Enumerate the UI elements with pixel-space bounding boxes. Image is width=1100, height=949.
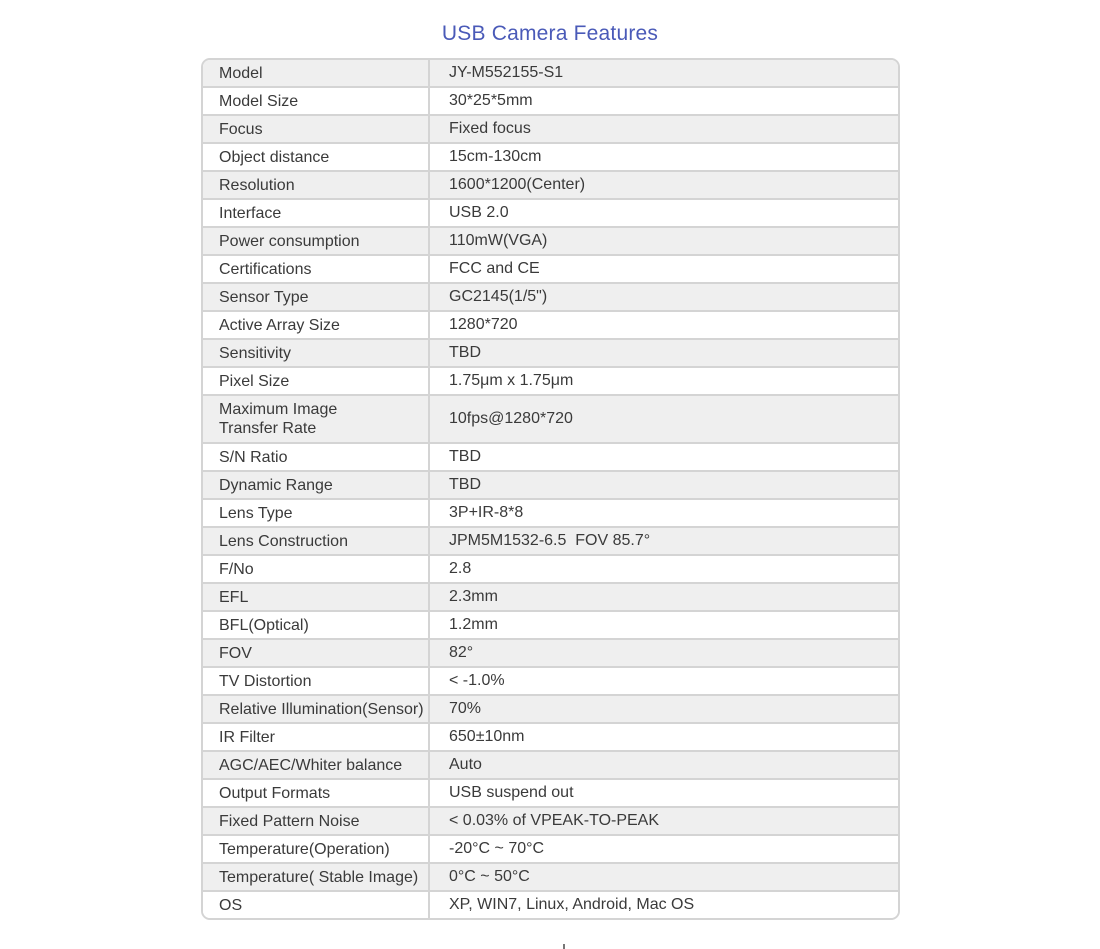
table-row bbox=[203, 366, 898, 394]
spec-value: TBD bbox=[449, 476, 481, 493]
spec-label: Resolution bbox=[203, 172, 430, 198]
table-row bbox=[203, 778, 898, 806]
table-row bbox=[203, 722, 898, 750]
table-row bbox=[203, 198, 898, 226]
spec-label: Temperature(Operation) bbox=[203, 836, 430, 862]
spec-label: FOV bbox=[203, 640, 430, 666]
spec-value: JPM5M1532-6.5 FOV 85.7° bbox=[449, 532, 651, 549]
table-row bbox=[203, 862, 898, 890]
spec-value: USB suspend out bbox=[449, 784, 574, 801]
spec-value: TBD bbox=[449, 448, 481, 465]
table-row bbox=[203, 638, 898, 666]
spec-value: 15cm-130cm bbox=[449, 148, 542, 165]
table-row bbox=[203, 554, 898, 582]
spec-value: 110mW(VGA) bbox=[449, 232, 548, 249]
spec-value: 650±10nm bbox=[449, 728, 525, 745]
table-row bbox=[203, 666, 898, 694]
table-row bbox=[203, 470, 898, 498]
spec-label: Sensitivity bbox=[203, 340, 430, 366]
table-row bbox=[203, 60, 898, 86]
spec-table bbox=[201, 58, 900, 920]
spec-label: AGC/AEC/Whiter balance bbox=[203, 752, 430, 778]
spec-label: BFL(Optical) bbox=[203, 612, 430, 638]
spec-value: -20°C ~ 70°C bbox=[449, 840, 545, 857]
spec-value: Auto bbox=[449, 756, 482, 773]
spec-label: Fixed Pattern Noise bbox=[203, 808, 430, 834]
table-row bbox=[203, 142, 898, 170]
spec-label: S/N Ratio bbox=[203, 444, 430, 470]
spec-value: 1280*720 bbox=[449, 316, 518, 333]
spec-value: 30*25*5mm bbox=[449, 92, 533, 109]
spec-value: 2.8 bbox=[449, 560, 472, 577]
spec-value: < -1.0% bbox=[449, 672, 505, 689]
table-row bbox=[203, 526, 898, 554]
spec-label: OS bbox=[203, 892, 430, 918]
spec-value: 3P+IR-8*8 bbox=[449, 504, 524, 521]
table-row bbox=[203, 394, 898, 442]
spec-value: 82° bbox=[449, 644, 474, 661]
table-row bbox=[203, 806, 898, 834]
spec-label: EFL bbox=[203, 584, 430, 610]
spec-value: GC2145(1/5") bbox=[449, 288, 548, 305]
spec-value: XP, WIN7, Linux, Android, Mac OS bbox=[449, 896, 695, 913]
table-row bbox=[203, 694, 898, 722]
spec-value: FCC and CE bbox=[449, 260, 540, 277]
spec-value: 1600*1200(Center) bbox=[449, 176, 586, 193]
table-row bbox=[203, 86, 898, 114]
spec-value: 0°C ~ 50°C bbox=[449, 868, 530, 885]
spec-label: Maximum Image Transfer Rate bbox=[203, 396, 430, 442]
table-row bbox=[203, 582, 898, 610]
spec-label: Dynamic Range bbox=[203, 472, 430, 498]
table-row bbox=[203, 254, 898, 282]
spec-label: F/No bbox=[203, 556, 430, 582]
table-row bbox=[203, 338, 898, 366]
spec-value: 1.2mm bbox=[449, 616, 498, 633]
table-row bbox=[203, 282, 898, 310]
table-row bbox=[203, 310, 898, 338]
spec-value: TBD bbox=[449, 344, 481, 361]
page-title: USB Camera Features bbox=[441, 22, 659, 45]
spec-value: 1.75μm x 1.75μm bbox=[449, 372, 574, 389]
spec-label: Pixel Size bbox=[203, 368, 430, 394]
bottom-mark bbox=[563, 944, 565, 949]
spec-label: Relative Illumination(Sensor) bbox=[203, 696, 430, 722]
spec-value: 70% bbox=[449, 700, 482, 717]
table-row bbox=[203, 114, 898, 142]
spec-value: < 0.03% of VPEAK-TO-PEAK bbox=[449, 812, 660, 829]
table-row bbox=[203, 442, 898, 470]
spec-label: TV Distortion bbox=[203, 668, 430, 694]
spec-label: Model bbox=[203, 60, 430, 86]
spec-label: Temperature( Stable Image) bbox=[203, 864, 430, 890]
spec-label: Model Size bbox=[203, 88, 430, 114]
spec-label: Interface bbox=[203, 200, 430, 226]
spec-value: 2.3mm bbox=[449, 588, 498, 605]
spec-label: Lens Construction bbox=[203, 528, 430, 554]
spec-label: Object distance bbox=[203, 144, 430, 170]
table-row bbox=[203, 498, 898, 526]
table-row bbox=[203, 750, 898, 778]
spec-value: 10fps@1280*720 bbox=[449, 410, 573, 427]
spec-label: IR Filter bbox=[203, 724, 430, 750]
table-row bbox=[203, 610, 898, 638]
table-row bbox=[203, 890, 898, 918]
spec-label: Power consumption bbox=[203, 228, 430, 254]
table-row bbox=[203, 170, 898, 198]
spec-value: Fixed focus bbox=[449, 120, 531, 137]
spec-value: USB 2.0 bbox=[449, 204, 509, 221]
spec-label: Sensor Type bbox=[203, 284, 430, 310]
table-row bbox=[203, 834, 898, 862]
spec-label: Active Array Size bbox=[203, 312, 430, 338]
spec-value: JY-M552155-S1 bbox=[449, 64, 564, 81]
spec-label: Lens Type bbox=[203, 500, 430, 526]
table-row bbox=[203, 226, 898, 254]
spec-label: Focus bbox=[203, 116, 430, 142]
spec-label: Output Formats bbox=[203, 780, 430, 806]
spec-label: Certifications bbox=[203, 256, 430, 282]
